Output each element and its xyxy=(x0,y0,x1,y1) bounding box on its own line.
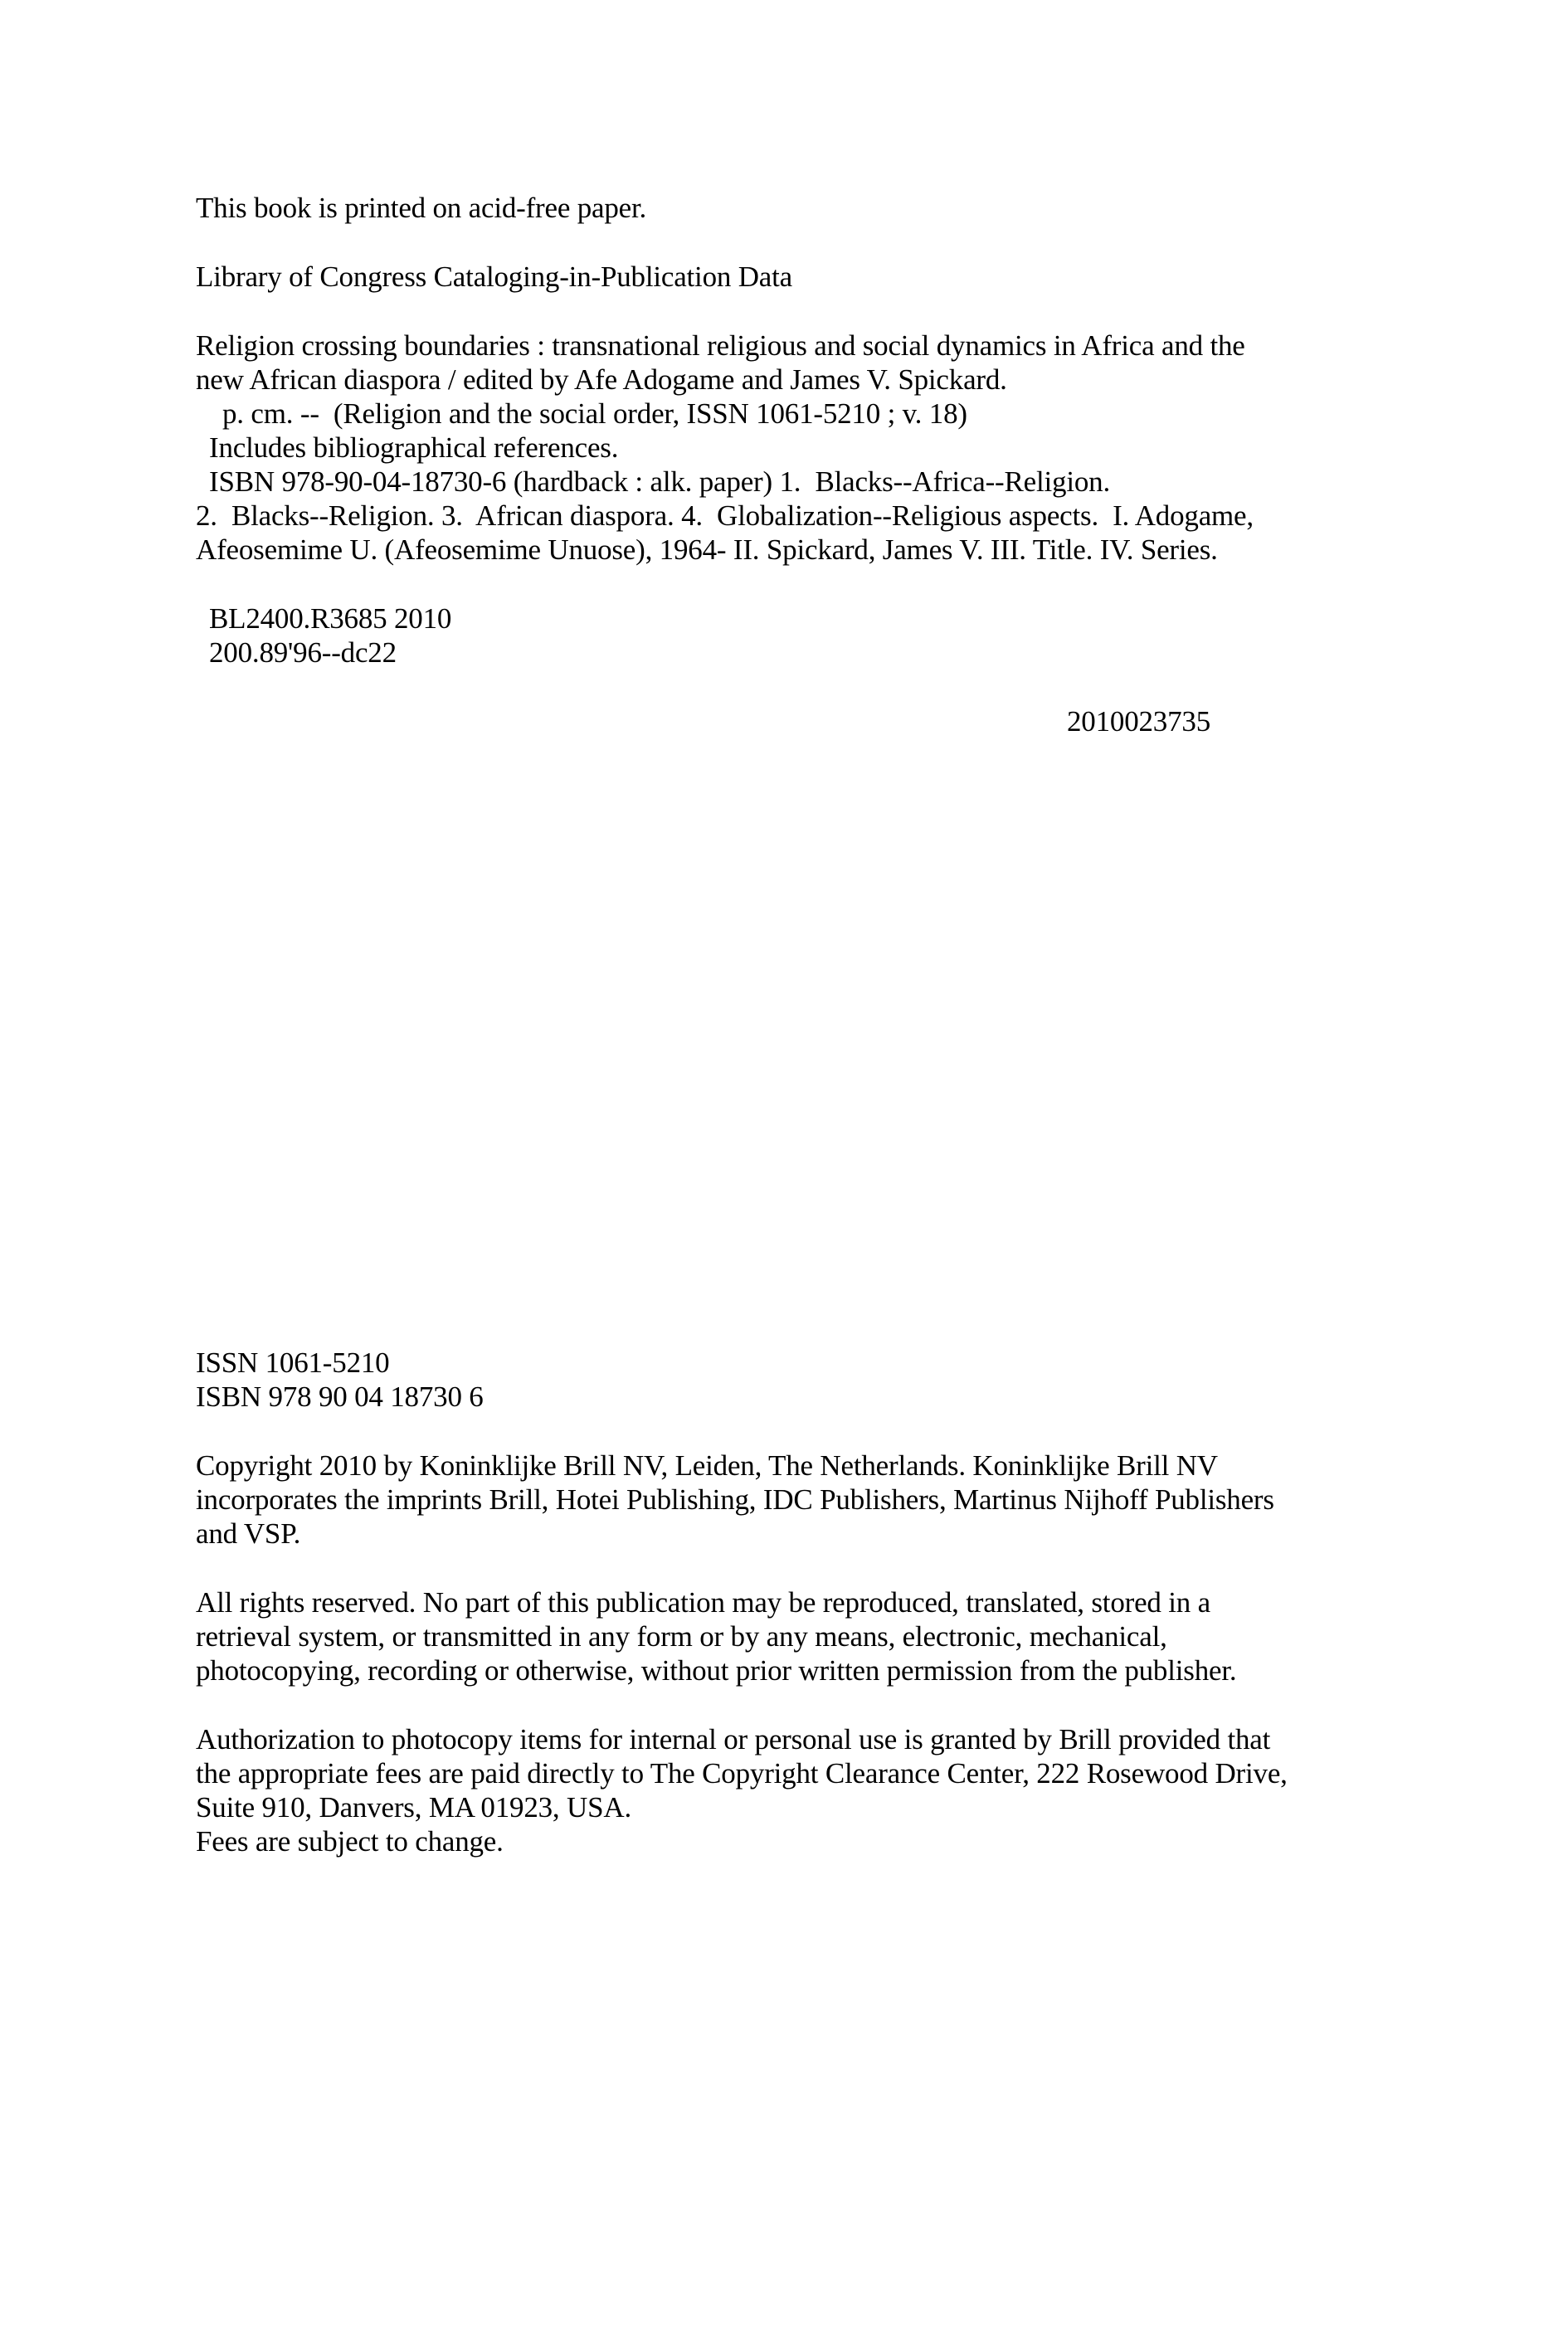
rights-line: All rights reserved. No part of this publication may be reproduced, translated, stored in a xyxy=(196,1586,1210,1619)
authorization-line: Fees are subject to change. xyxy=(196,1825,504,1858)
cip-record-line: ISBN 978-90-04-18730-6 (hardback : alk. paper) 1. Blacks--Africa--Religion. xyxy=(209,465,1111,498)
rights-line: retrieval system, or transmitted in any form or by any means, electronic, mechanical, xyxy=(196,1620,1167,1653)
isbn: ISBN 978 90 04 18730 6 xyxy=(196,1381,484,1413)
lccn: 2010023735 xyxy=(1067,705,1211,738)
dewey-number: 200.89'96--dc22 xyxy=(209,636,397,669)
cip-heading: Library of Congress Cataloging-in-Publication Data xyxy=(196,261,793,293)
authorization-line: the appropriate fees are paid directly to The Copyright Clearance Center, 222 Rosewood Drive, xyxy=(196,1757,1288,1790)
cip-record-line: p. cm. -- (Religion and the social order, ISSN 1061-5210 ; v. 18) xyxy=(222,397,967,430)
cip-record-line: Includes bibliographical references. xyxy=(209,431,619,464)
cip-record-line: Religion crossing boundaries : transnational religious and social dynamics in Africa and the xyxy=(196,329,1245,362)
copyright-line: incorporates the imprints Brill, Hotei Publishing, IDC Publishers, Martinus Nijhoff Publishers xyxy=(196,1483,1274,1516)
copyright-line: Copyright 2010 by Koninklijke Brill NV, Leiden, The Netherlands. Koninklijke Brill NV xyxy=(196,1449,1218,1482)
cip-record-line: 2. Blacks--Religion. 3. African diaspora. 4. Globalization--Religious aspects. I. Adogame, xyxy=(196,499,1254,532)
issn: ISSN 1061-5210 xyxy=(196,1346,390,1379)
authorization-line: Authorization to photocopy items for internal or personal use is granted by Brill provided that xyxy=(196,1723,1271,1755)
cip-record-line: Afeosemime U. (Afeosemime Unuose), 1964- II. Spickard, James V. III. Title. IV. Series. xyxy=(196,533,1218,566)
copyright-line: and VSP. xyxy=(196,1517,301,1550)
call-number: BL2400.R3685 2010 xyxy=(209,602,452,635)
authorization-line: Suite 910, Danvers, MA 01923, USA. xyxy=(196,1791,632,1824)
acid-free-notice: This book is printed on acid-free paper. xyxy=(196,192,647,224)
rights-line: photocopying, recording or otherwise, without prior written permission from the publisher. xyxy=(196,1654,1237,1687)
cip-record-line: new African diaspora / edited by Afe Adogame and James V. Spickard. xyxy=(196,363,1007,396)
